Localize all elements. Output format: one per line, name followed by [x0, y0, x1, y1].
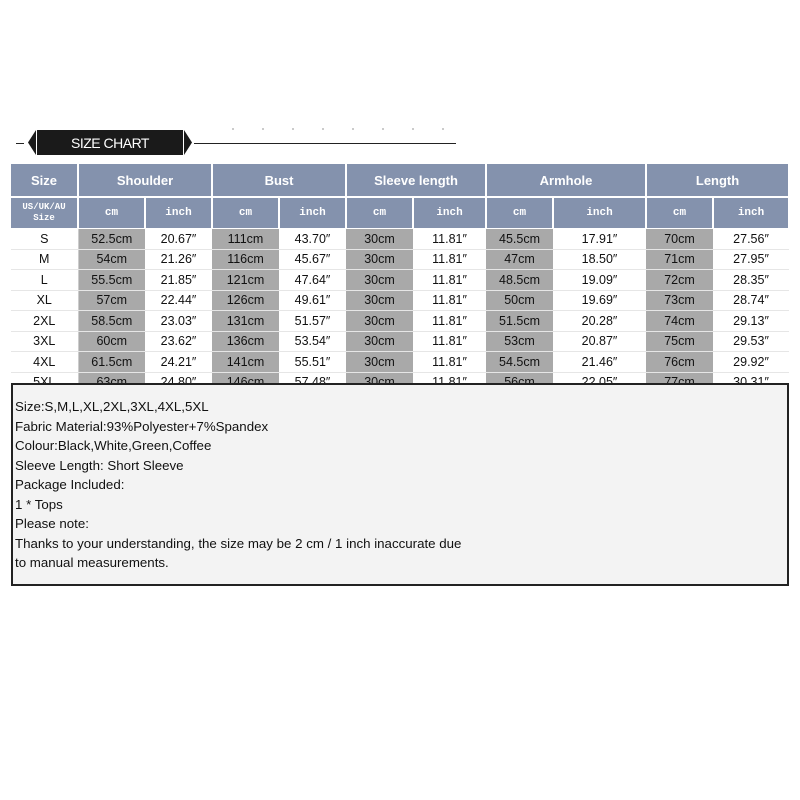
header-row-units — [11, 197, 789, 229]
bust-cm-cell: 121cm — [212, 270, 279, 291]
title-rule-left — [16, 143, 24, 144]
shoulder-in-cell: 23.03″ — [145, 311, 212, 332]
unit-cm-header: cm — [212, 197, 279, 229]
bust-cm-cell: 111cm — [212, 229, 279, 250]
length-cm-cell: 72cm — [646, 270, 713, 291]
length-in-cell: 29.92″ — [713, 352, 789, 373]
armhole-in-cell: 19.69″ — [553, 290, 646, 311]
armhole-in-cell: 19.09″ — [553, 270, 646, 291]
armhole-cm-cell: 53cm — [486, 331, 553, 352]
length-cm-cell: 74cm — [646, 311, 713, 332]
table-row — [11, 249, 789, 270]
length-cm-cell: 76cm — [646, 352, 713, 373]
bust-in-cell: 51.57″ — [279, 311, 346, 332]
bust-in-cell: 43.70″ — [279, 229, 346, 250]
armhole-in-cell: 18.50″ — [553, 249, 646, 270]
bust-in-cell: 55.51″ — [279, 352, 346, 373]
shoulder-cm-cell: 55.5cm — [78, 270, 145, 291]
sleeve-length-header: Sleeve length — [346, 164, 486, 197]
note-line: Colour:Black,White,Green,Coffee — [15, 438, 212, 453]
length-in-cell: 29.13″ — [713, 311, 789, 332]
shoulder-in-cell: 22.44″ — [145, 290, 212, 311]
shoulder-in-cell: 24.21″ — [145, 352, 212, 373]
sleeve-cm-cell: 30cm — [346, 352, 413, 373]
size-cell: XL — [11, 290, 78, 311]
armhole-in-cell: 20.28″ — [553, 311, 646, 332]
table-row — [11, 270, 789, 291]
size-cell: 2XL — [11, 311, 78, 332]
note-line: Size:S,M,L,XL,2XL,3XL,4XL,5XL — [15, 399, 209, 414]
unit-cm-header: cm — [486, 197, 553, 229]
sleeve-cm-cell: 30cm — [346, 311, 413, 332]
bust-header: Bust — [212, 164, 346, 197]
unit-cm-header: cm — [78, 197, 145, 229]
sleeve-in-cell: 11.81″ — [413, 270, 486, 291]
table-row — [11, 311, 789, 332]
decorative-dots — [0, 128, 800, 132]
armhole-cm-cell: 54.5cm — [486, 352, 553, 373]
length-cm-cell: 73cm — [646, 290, 713, 311]
size-chart-table — [11, 164, 790, 393]
length-header: Length — [646, 164, 789, 197]
note-line: Fabric Material:93%Polyester+7%Spandex — [15, 419, 269, 434]
shoulder-cm-cell: 57cm — [78, 290, 145, 311]
bust-in-cell: 47.64″ — [279, 270, 346, 291]
length-in-cell: 27.56″ — [713, 229, 789, 250]
unit-inch-header: inch — [145, 197, 212, 229]
unit-inch-header: inch — [553, 197, 646, 229]
note-line: Package Included: — [15, 477, 125, 492]
size-column-header: Size — [11, 164, 78, 197]
note-line: to manual measurements. — [15, 555, 169, 570]
sleeve-cm-cell: 30cm — [346, 229, 413, 250]
note-line: Sleeve Length: Short Sleeve — [15, 458, 184, 473]
sleeve-cm-cell: 30cm — [346, 331, 413, 352]
armhole-cm-cell: 51.5cm — [486, 311, 553, 332]
size-chart-title: SIZE CHART — [71, 134, 149, 151]
unit-inch-header: inch — [413, 197, 486, 229]
shoulder-cm-cell: 54cm — [78, 249, 145, 270]
length-in-cell: 28.35″ — [713, 270, 789, 291]
table-row — [11, 229, 789, 250]
sleeve-in-cell: 11.81″ — [413, 290, 486, 311]
length-in-cell: 29.53″ — [713, 331, 789, 352]
length-cm-cell: 75cm — [646, 331, 713, 352]
length-in-cell: 28.74″ — [713, 290, 789, 311]
bust-cm-cell: 131cm — [212, 311, 279, 332]
shoulder-cm-cell: 61.5cm — [78, 352, 145, 373]
size-cell: M — [11, 249, 78, 270]
bust-cm-cell: 141cm — [212, 352, 279, 373]
sleeve-cm-cell: 30cm — [346, 249, 413, 270]
size-chart-badge — [37, 130, 183, 155]
table-row — [11, 331, 789, 352]
unit-cm-header: cm — [346, 197, 413, 229]
size-cell: 3XL — [11, 331, 78, 352]
sleeve-in-cell: 11.81″ — [413, 331, 486, 352]
length-in-cell: 27.95″ — [713, 249, 789, 270]
armhole-cm-cell: 48.5cm — [486, 270, 553, 291]
unit-inch-header: inch — [279, 197, 346, 229]
armhole-in-cell: 21.46″ — [553, 352, 646, 373]
armhole-in-cell: 17.91″ — [553, 229, 646, 250]
sleeve-in-cell: 11.81″ — [413, 352, 486, 373]
bust-in-cell: 49.61″ — [279, 290, 346, 311]
shoulder-cm-cell: 58.5cm — [78, 311, 145, 332]
armhole-cm-cell: 45.5cm — [486, 229, 553, 250]
shoulder-in-cell: 21.26″ — [145, 249, 212, 270]
length-cm-cell: 70cm — [646, 229, 713, 250]
sleeve-in-cell: 11.81″ — [413, 249, 486, 270]
title-rule-right — [194, 143, 456, 144]
sleeve-cm-cell: 30cm — [346, 270, 413, 291]
note-line: Please note: — [15, 516, 89, 531]
unit-inch-header: inch — [713, 197, 789, 229]
armhole-in-cell: 20.87″ — [553, 331, 646, 352]
bust-cm-cell: 116cm — [212, 249, 279, 270]
size-cell: L — [11, 270, 78, 291]
product-notes-box — [11, 383, 789, 586]
unit-cm-header: cm — [646, 197, 713, 229]
note-line: 1 * Tops — [15, 497, 63, 512]
shoulder-cm-cell: 52.5cm — [78, 229, 145, 250]
shoulder-cm-cell: 60cm — [78, 331, 145, 352]
shoulder-in-cell: 21.85″ — [145, 270, 212, 291]
size-cell: S — [11, 229, 78, 250]
size-region-header: US/UK/AU Size — [11, 197, 78, 229]
bust-in-cell: 53.54″ — [279, 331, 346, 352]
armhole-cm-cell: 50cm — [486, 290, 553, 311]
header-row-groups — [11, 164, 789, 197]
bust-in-cell: 45.67″ — [279, 249, 346, 270]
sleeve-in-cell: 11.81″ — [413, 311, 486, 332]
shoulder-header: Shoulder — [78, 164, 212, 197]
sleeve-cm-cell: 30cm — [346, 290, 413, 311]
armhole-cm-cell: 47cm — [486, 249, 553, 270]
length-cm-cell: 71cm — [646, 249, 713, 270]
shoulder-in-cell: 23.62″ — [145, 331, 212, 352]
note-line: Thanks to your understanding, the size may be 2 cm / 1 inch inaccurate due — [15, 536, 462, 551]
bust-cm-cell: 136cm — [212, 331, 279, 352]
table-row — [11, 352, 789, 373]
bust-cm-cell: 126cm — [212, 290, 279, 311]
size-cell: 4XL — [11, 352, 78, 373]
shoulder-in-cell: 20.67″ — [145, 229, 212, 250]
sleeve-in-cell: 11.81″ — [413, 229, 486, 250]
table-row — [11, 290, 789, 311]
armhole-header: Armhole — [486, 164, 646, 197]
